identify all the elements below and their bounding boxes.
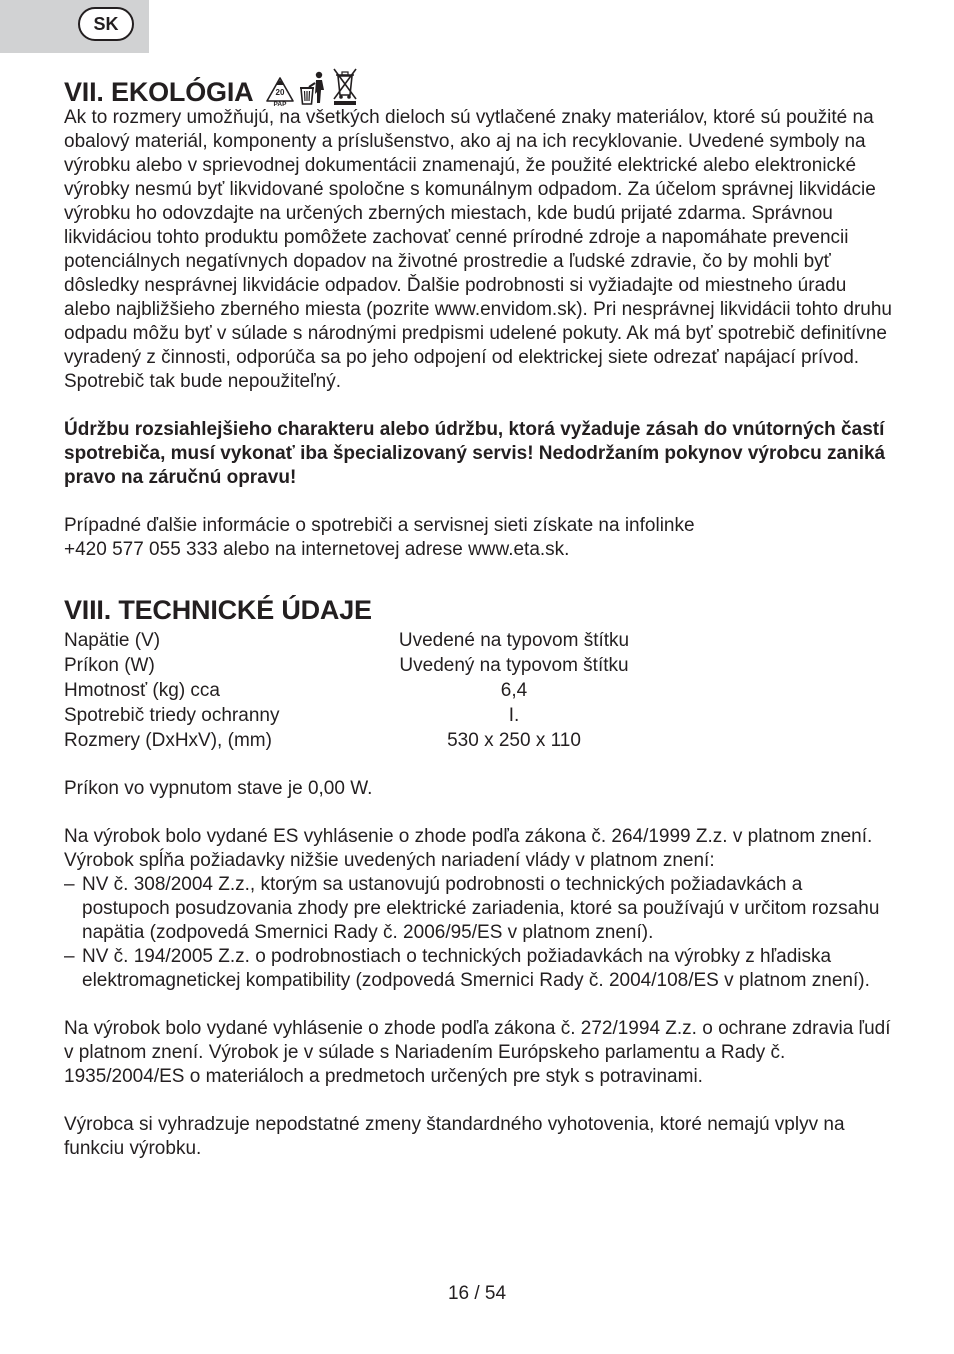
manufacturer-note: Výrobca si vyhradzuje nepodstatné zmeny štandardného vyhotovenia, ktoré nemajú vplyv na funkciu výrobku. [64,1114,845,1159]
crossed-bin-icon [331,66,359,106]
regulation-list [64,873,894,993]
regulation-text: NV č. 308/2004 Z.z., ktorým sa ustanovujú podrobnosti o technických požiadavkách a postupoch posudzovania zhody pre elektrické zariadenia, ktoré sa používajú v určitom rozsahu napätia (zodpovedá Smernici Rady č. 2006/95/ES v platnom znení). [82,874,880,943]
regulation-text: NV č. 194/2005 Z.z. o podrobnostiach o technických požiadavkách na výrobky z hľadiska elektromagnetickej kompatibility (zodpovedá Smernici Rady č. 2004/108/ES v platnom znení). [82,946,870,991]
page-content [64,66,894,1161]
list-item [64,873,894,945]
spec-value: Uvedené na typovom štítku [398,630,630,651]
language-badge: SK [78,7,134,41]
technical-title: VIII. TECHNICKÉ ÚDAJE [64,595,372,625]
spec-label: Spotrebič triedy ochranny [64,705,280,726]
list-item [64,945,894,993]
ecology-paragraph: Ak to rozmery umožňujú, na všetkých dieloch sú vytlačené znaky materiálov, ktoré sú použité na obalový materiál, komponenty a príslušenstvo, ako aj na ich recyklovanie. Uvedené symboly na výrobku alebo v sprievodnej dokumentácii znamenajú, že použité elektrické alebo elektronické výrobky nesmú byť likvidované spoločne s komunálnym odpadom. Za účelom správnej likvidácie výrobku ho odovzdajte na určených zberných miestach, kde budú prijaté zdarma. Správnou likvidáciou tohto produktu pomôžete zachovať cenné prírodné zdroje a napomáhate prevencii potenciálnych negatívnych dopadov na životné prostredie a ľudské zdravie, čo by mohli byť dôsledky nesprávnej likvidácie odpadov. Ďalšie podrobnosti si vyžiadajte od miestneho úradu alebo najbližšieho zberného miesta (pozrite www.envidom.sk). Pri nesprávnej likvidácii tohto druhu odpadu môžu byť v súlade s národnými predpismi udelené pokuty. Ak má byť spotrebič definitívne vyradený z činnosti, odporúča sa po jeho odpojení od elektrickej siete odrezať napájací prívod. Spotrebič tak bude nepoužiteľný. [64,107,892,392]
spec-value: I. [508,705,520,726]
spec-label: Rozmery (DxHxV), (mm) [64,730,272,751]
language-tab [0,0,149,53]
spec-label: Hmotnosť (kg) cca [64,680,220,701]
food-contact-declaration: Na výrobok bolo vydané vyhlásenie o zhode podľa zákona č. 272/1994 Z.z. o ochrane zdravia ľudí v platnom znení. Výrobok je v súlade s Nariadením Európskeho parlamentu a Rady č. 1935/2004/ES o materiáloch a predmetoch určených pre styk s potravinami. [64,1018,891,1087]
ecology-title: VII. EKOLÓGIA [64,77,254,107]
service-warning: Údržbu rozsiahlejšieho charakteru alebo údržbu, ktorá vyžaduje zásah do vnútorných častí spotrebiča, musí vykonať iba špecializovaný servis! Nedodržaním pokynov výrobcu zaniká pravo na záručnú opravu! [64,419,886,488]
list-dash: – [64,874,75,895]
spec-row [64,653,894,678]
spec-label: Napätie (V) [64,630,161,651]
recycle-pap-icon [265,76,295,106]
spec-value: 6,4 [500,680,528,701]
infoline-line-1: Prípadné ďalšie informácie o spotrebiči a servisnej sieti získate na infolinke [64,515,695,536]
infoline-text [64,514,894,562]
ec-declaration: Na výrobok bolo vydané ES vyhlásenie o zhode podľa zákona č. 264/1999 Z.z. v platnom znení. Výrobok spĺňa požiadavky nižšie uvedených nariadení vlády v platnom znení: [64,826,873,871]
spec-table [64,628,894,753]
tidyman-bin-icon [298,70,328,106]
spec-row [64,703,894,728]
ecology-symbols [265,66,359,106]
ecology-heading-row [64,66,894,106]
page-number: 16 / 54 [447,1283,507,1304]
infoline-line-2: +420 577 055 333 alebo na internetovej adrese www.eta.sk. [64,539,570,560]
spec-value: 530 x 250 x 110 [447,730,581,751]
list-dash: – [64,946,75,967]
spec-value: Uvedený na typovom štítku [399,655,629,676]
spec-label: Príkon (W) [64,655,155,676]
standby-power: Príkon vo vypnutom stave je 0,00 W. [64,778,373,799]
spec-row [64,678,894,703]
recycle-number: 20 [275,88,285,97]
recycle-code: PAP [273,101,287,106]
spec-row [64,728,894,753]
spec-row [64,628,894,653]
